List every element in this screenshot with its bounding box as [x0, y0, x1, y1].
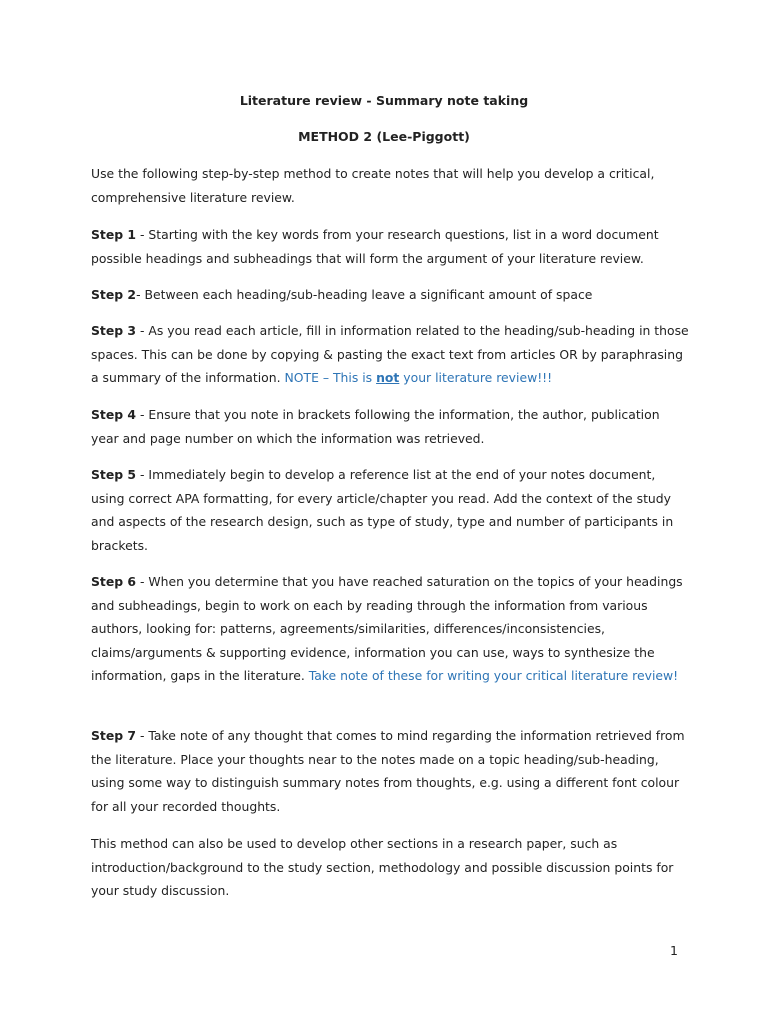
step-6-text: - When you determine that you have reached saturation on the topics of your headings and subheadings, begin to work on each by reading through the information from various authors, looking for: patterns, agreements/similarities, differences/inconsistencies, claims/arguments & supporting evidence, information you can use, ways to synthesize the information, gaps in the literature.: [91, 574, 683, 684]
step-3-note-suffix: your literature review!!!: [399, 370, 553, 386]
step-3-label: Step 3: [91, 323, 137, 338]
step-5-label: Step 5: [91, 467, 137, 482]
step-3-text: - As you read each article, fill in information related to the heading/sub-heading in those spaces. This can be done by copying & pasting the exact text from articles OR by paraphrasing a summary of the information.: [91, 323, 689, 386]
step-4-paragraph: [91, 403, 691, 450]
step-2-label: Step 2: [91, 287, 137, 302]
step-5-paragraph: [91, 463, 691, 557]
step-5-text: - Immediately begin to develop a reference list at the end of your notes document, using correct APA formatting, for every article/chapter you read. Add the context of the study and aspects of the research design, such as type of study, type and number of participants in brackets.: [91, 467, 674, 553]
closing-paragraph: This method can also be used to develop other sections in a research paper, such as introduction/background to the study section, methodology and possible discussion points for your study discussion.: [91, 836, 674, 899]
step-7-paragraph: [91, 724, 691, 818]
step-3-paragraph: [91, 319, 691, 390]
step-1-label: Step 1: [91, 227, 137, 242]
step-6-paragraph: [91, 570, 691, 688]
step-7-text: - Take note of any thought that comes to mind regarding the information retrieved from the literature. Place your thoughts near to the notes made on a topic heading/sub-heading, using some way to distinguish summary notes from thoughts, e.g. using a different font colour for all your recorded thoughts.: [91, 728, 685, 814]
step-1-text: - Starting with the key words from your research questions, list in a word document possible headings and subheadings that will form the argument of your literature review.: [91, 227, 659, 266]
step-3-note: [284, 370, 552, 385]
step-1-paragraph: [91, 223, 691, 270]
step-4-label: Step 4: [91, 407, 137, 422]
step-7-label: Step 7: [91, 728, 137, 743]
step-6-label: Step 6: [91, 574, 137, 589]
intro-paragraph: Use the following step-by-step method to create notes that will help you develop a critical, comprehensive literature review.: [91, 166, 655, 205]
step-3-note-prefix: NOTE – This is: [284, 370, 377, 386]
step-2-text: - Between each heading/sub-heading leave a significant amount of space: [136, 287, 593, 302]
step-6-note: Take note of these for writing your critical literature review!: [308, 668, 679, 684]
document-title: Literature review - Summary note taking: [239, 93, 529, 108]
step-2-paragraph: [91, 283, 691, 307]
step-3-note-emphasis: not: [376, 370, 400, 386]
page-number: 1: [670, 943, 678, 958]
step-4-text: - Ensure that you note in brackets following the information, the author, publication year and page number on which the information was retrieved.: [91, 407, 660, 446]
document-subtitle: METHOD 2 (Lee-Piggott): [298, 129, 470, 144]
